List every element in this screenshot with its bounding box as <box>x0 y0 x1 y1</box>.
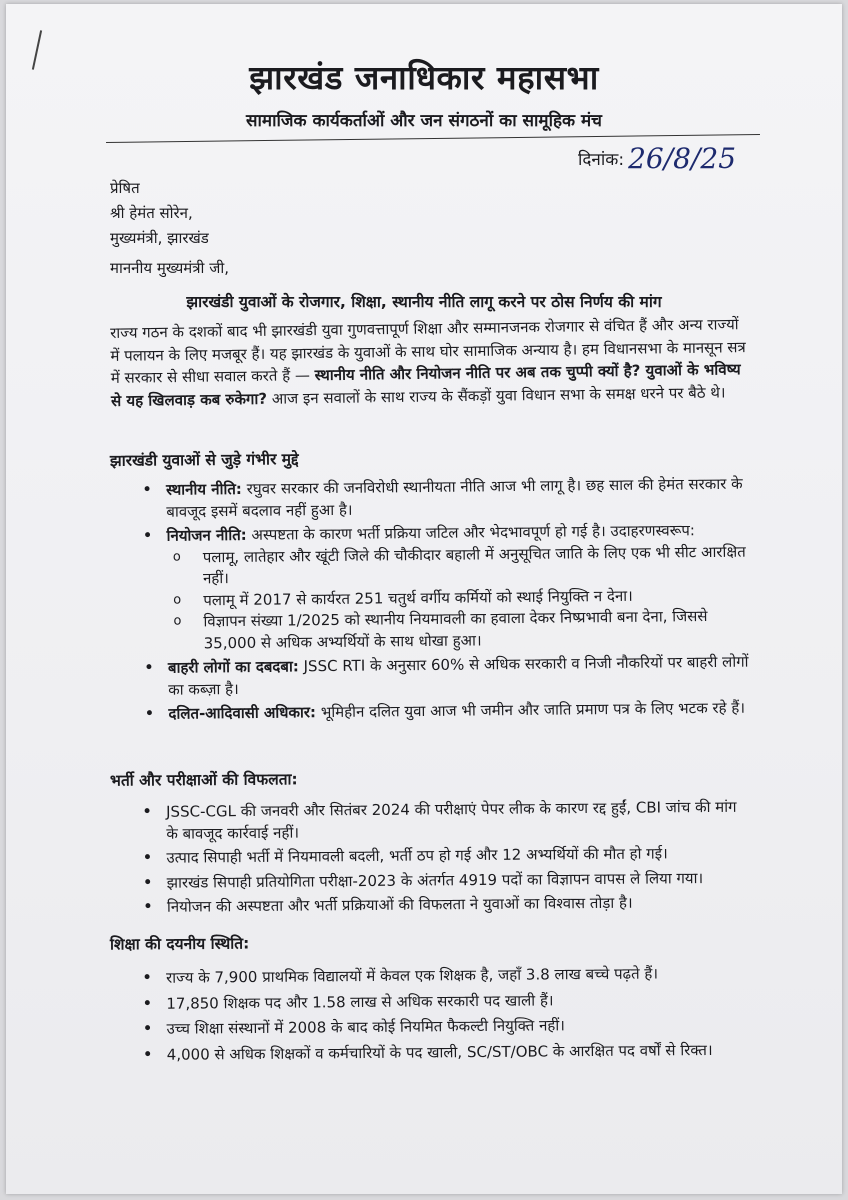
recipient-address <box>110 176 209 251</box>
list-item <box>138 474 748 523</box>
letter-page <box>6 4 842 1194</box>
item-text: रघुवर सरकार की जनविरोधी स्थानीयता नीति आज भी लागू है। छह साल की हेमंत सरकार के बावजूद इसमें बदलाव नहीं हुआ है। <box>166 474 743 521</box>
list-item: • नियोजन की अस्पष्टता और भर्ती प्रक्रियाओं की विफलता ने युवाओं का विश्वास तोड़ा है। <box>139 892 749 919</box>
section-heading-issues: झारखंडी युवाओं से जुड़े गंभीर मुद्दे <box>109 450 299 470</box>
list-item: • झारखंड सिपाही प्रतियोगिता परीक्षा-2023 के अंतर्गत 4919 पदों का विज्ञापन वापस ले लिया गया। <box>139 867 749 894</box>
intro-bold-question: स्थानीय नीति और नियोजन नीति पर अब तक चुप्पी क्यों है? युवाओं के भविष्य से यह खिलवाड़ कब रुकेगा? <box>110 360 741 410</box>
date-value: 26/8/25 <box>628 142 737 175</box>
sub-list-item: o पलामू में 2017 से कार्यरत 251 चतुर्थ वर्गीय कर्मियों को स्थाई नियुक्ति न देना। <box>167 584 749 612</box>
date-label: दिनांक: <box>578 150 625 170</box>
item-label: नियोजन नीति: <box>166 525 247 545</box>
intro-text: राज्य गठन के दशकों बाद भी झारखंडी युवा गुणवत्तापूर्ण शिक्षा और सम्मानजनक रोजगार से वंचित हैं और अन्य राज्यों में पलायन के लिए मजबूर हैं। यह झारखंड के युवाओं के साथ घोर सामाजिक अन्याय है। हम विधानसभा के मानसून सत्र में सरकार से सीधा सवाल करते हैं — <box>110 315 746 387</box>
subject-line: झारखंडी युवाओं के रोजगार, शिक्षा, स्थानीय नीति लागू करने पर ठोस निर्णय की मांग <box>186 293 662 311</box>
address-line: मुख्यमंत्री, झारखंड <box>110 229 209 247</box>
section-heading-education: शिक्षा की दयनीय स्थिति: <box>109 934 250 954</box>
address-line: प्रेषित <box>110 179 140 197</box>
list-item <box>138 520 749 655</box>
sub-list-item: o पलामू, लातेहार और खूंटी जिले की चौकीदार बहाली में अनुसूचित जाति के लिए एक भी सीट आरक्षित नहीं। <box>167 541 749 590</box>
list-item <box>140 698 750 726</box>
list-item: • 17,850 शिक्षक पद और 1.58 लाख से अधिक सरकारी पद खाली हैं। <box>138 988 748 1015</box>
sub-list-item: o विज्ञापन संख्या 1/2025 को स्थानीय नियमावली का हवाला देकर निष्प्रभावी बना देना, जिससे 35,000 से अधिक अभ्यर्थियों के साथ धोखा हुआ। <box>167 606 749 655</box>
list-item: • उत्पाद सिपाही भर्ती में नियमावली बदली, भर्ती ठप हो गई और 12 अभ्यर्थियों की मौत हो गई। <box>138 843 748 870</box>
intro-text: आज इन सवालों के साथ राज्य के सैंकड़ों युवा विधान सभा के समक्ष धरने पर बैठे थे। <box>266 382 726 408</box>
organization-title: झारखंड जनाधिकार महासभा <box>249 58 599 97</box>
date-line <box>578 142 736 175</box>
item-label: स्थानीय नीति: <box>166 479 242 499</box>
item-text: अस्पष्टता के कारण भर्ती प्रक्रिया जटिल और भेदभावपूर्ण हो गई है। उदाहरणस्वरूप: <box>246 521 696 544</box>
issues-list <box>138 474 751 729</box>
sub-list <box>167 541 750 655</box>
list-item: • राज्य के 7,900 प्राथमिक विद्यालयों में केवल एक शिक्षक है, जहाँ 3.8 लाख बच्चे पढ़ते हैं। <box>138 963 748 990</box>
list-item: • JSSC-CGL की जनवरी और सितंबर 2024 की परीक्षाएं पेपर लीक के कारण रद्द हुईं, CBI जांच की मांग के बावजूद कार्रवाई नहीं। <box>138 797 748 845</box>
item-text: भूमिहीन दलित युवा आज भी जमीन और जाति प्रमाण पत्र के लिए भटक रहे हैं। <box>315 698 746 722</box>
item-text: JSSC RTI के अनुसार 60% से अधिक सरकारी व निजी नौकरियों पर बाहरी लोगों का कब्ज़ा है। <box>168 652 749 699</box>
list-item: • उच्च शिक्षा संस्थानों में 2008 के बाद कोई नियमित फैकल्टी नियुक्ति नहीं। <box>138 1014 748 1041</box>
section-heading-recruitment: भर्ती और परीक्षाओं की विफलता: <box>109 770 298 790</box>
recruitment-list <box>138 797 749 922</box>
item-label: दलित-आदिवासी अधिकार: <box>168 703 317 723</box>
list-item: • 4,000 से अधिक शिक्षकों व कर्मचारियों के पद खाली, SC/ST/OBC के आरक्षित पद वर्षों से रिक्त। <box>139 1039 749 1066</box>
list-item <box>140 652 750 701</box>
education-list <box>138 963 749 1070</box>
organization-subtitle: सामाजिक कार्यकर्ताओं और जन संगठनों का सामूहिक मंच <box>246 111 602 131</box>
item-label: बाहरी लोगों का दबदबा: <box>167 657 299 677</box>
salutation: माननीय मुख्यमंत्री जी, <box>110 259 229 277</box>
intro-paragraph <box>110 313 751 412</box>
address-line: श्री हेमंत सोरेन, <box>110 204 193 222</box>
